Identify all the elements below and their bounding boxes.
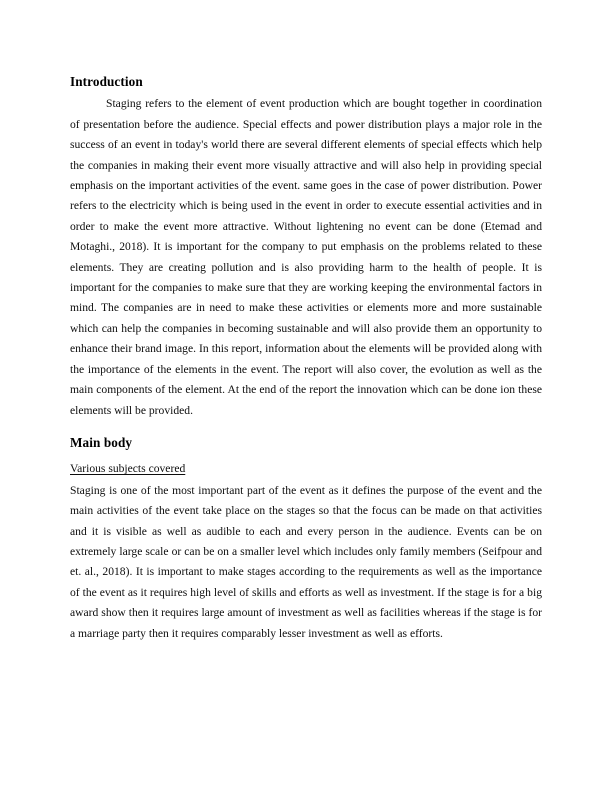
heading-spacer xyxy=(70,421,542,433)
section-heading-introduction: Introduction xyxy=(70,74,143,89)
subheading-various-subjects-covered: Various subjects covered xyxy=(70,462,186,476)
paragraph-various-subjects-covered: Staging is one of the most important part of the event as it defines the purpose of the event and the main activities of the event take place on the stages so that the focus can be made on that activities and it is visible as well as audible to each and every person in the audience. Events can be on extremely large scale or can be on a smaller level which includes only family members (Seifpour and et. al., 2018). It is important to make stages according to the requirements as well as the importance of the event as it requires high level of skills and efforts as well as investment. If the stage is for a big award show then it requires large amount of investment as well as facilities whereas if the stage is for a marriage party then it requires comparably lesser investment as well as efforts. xyxy=(70,483,542,640)
section-heading-main-body: Main body xyxy=(70,434,133,450)
paragraph-introduction: Staging refers to the element of event production which are bought together in coordination of presentation before the audience. Special effects and power distribution plays a major role in the success of an event in today's world there are several different elements of special effects which help the companies in making their event more visually attractive and will also help in providing special emphasis on the important activities of the event. same goes in the case of power distribution. Power refers to the electricity which is being used in the event in order to execute essential activities and in order to make the event more attractive. Without lightening no event can be done (Etemad and Motaghi., 2018). It is important for the company to put emphasis on the problems related to these elements. They are creating pollution and is also providing harm to the health of people. It is important for the companies to make sure that they are working keeping the environmental factors in mind. The companies are in need to make these activities or elements more and more sustainable which can help the companies in becoming sustainable and will also provide them an opportunity to enhance their brand image. In this report, information about the elements will be provided along with the importance of the elements in the event. The report will also cover, the evolution as well as the main components of the element. At the end of the report the innovation which can be done ion these elements will be provided. xyxy=(70,97,542,417)
document-body xyxy=(70,72,542,644)
